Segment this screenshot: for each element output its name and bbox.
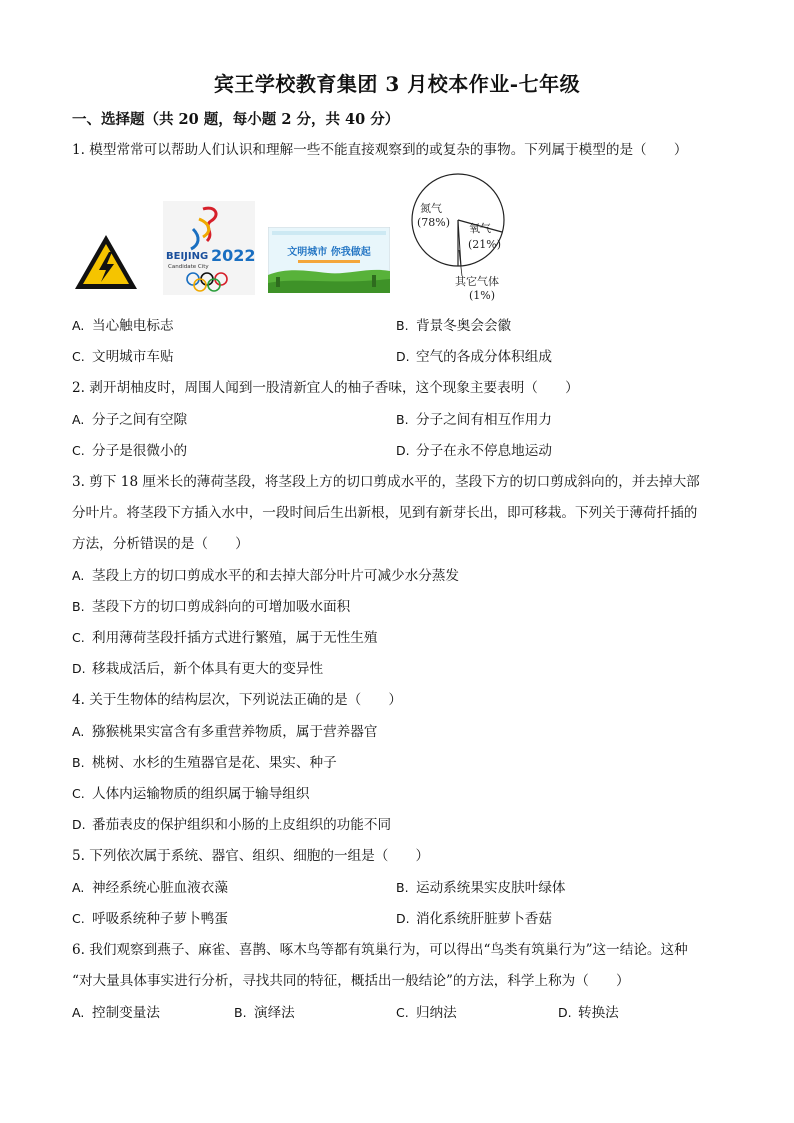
- q1-option-b: B. 背景冬奥会会徽: [396, 318, 512, 334]
- q2-option-d: D. 分子在永不停息地运动: [396, 443, 552, 459]
- civilized-city-poster: [268, 227, 390, 293]
- q2-stem: 2. 剥开胡柚皮时，周围人闻到一股清新宜人的柚子香味，这个现象主要表明（ ）: [72, 380, 579, 396]
- q3-option-d: D. 移栽成活后，新个体具有更大的变异性: [72, 661, 324, 677]
- q5-option-b: B. 运动系统果实皮肤叶绿体: [396, 880, 566, 896]
- q1-stem: 1. 模型常常可以帮助人们认识和理解一些不能直接观察到的或复杂的事物。下列属于模型的是（ ）: [72, 142, 688, 158]
- air-composition-pie: [392, 170, 522, 304]
- q6-option-a: A. 控制变量法: [72, 1005, 160, 1021]
- q5-option-a: A. 神经系统心脏血液衣藻: [72, 880, 228, 896]
- q3-option-a: A. 茎段上方的切口剪成水平的和去掉大部分叶片可减少水分蒸发: [72, 568, 460, 584]
- q4-option-b: B. 桃树、水杉的生殖器官是花、果实、种子: [72, 755, 337, 771]
- section-heading: 一、选择题（共 20 题，每小题 2 分，共 40 分）: [72, 111, 400, 128]
- page-title: 宾王学校教育集团 3 月校本作业-七年级: [213, 72, 581, 96]
- q2-option-b: B. 分子之间有相互作用力: [396, 412, 552, 428]
- pie-o2-label: 氧气: [469, 222, 491, 235]
- q6-option-b: B. 演绎法: [234, 1005, 295, 1021]
- q4-stem: 4. 关于生物体的结构层次，下列说法正确的是（ ）: [72, 692, 402, 708]
- olympic-text: BEIJING: [166, 251, 209, 262]
- q1-option-a: A. 当心触电标志: [72, 318, 174, 334]
- pie-n2-pct: (78%): [417, 216, 451, 229]
- olympic-year: 2022: [211, 246, 255, 265]
- q6-stem-line-2: “对大量具体事实进行分析，寻找共同的特征，概括出一般结论”的方法，科学上称为（ ）: [72, 973, 630, 989]
- pie-other-pct: (1%): [469, 289, 496, 302]
- q5-stem: 5. 下列依次属于系统、器官、组织、细胞的一组是（ ）: [72, 848, 430, 864]
- q6-stem-line-1: 6. 我们观察到燕子、麻雀、喜鹊、啄木鸟等都有筑巢行为，可以得出“鸟类有筑巢行为”这一结论。这种: [72, 942, 688, 958]
- q6-option-c: C. 归纳法: [396, 1005, 457, 1021]
- beijing-2022-logo: [163, 201, 255, 295]
- q1-option-c: C. 文明城市车贴: [72, 349, 174, 365]
- electric-warning-icon: [72, 232, 140, 292]
- pie-n2-label: 氮气: [420, 202, 442, 215]
- q3-stem-line-3: 方法，分析错误的是（ ）: [72, 536, 249, 552]
- q3-stem-line-1: 3. 剪下 18 厘米长的薄荷茎段，将茎段上方的切口剪成水平的，茎段下方的切口剪成斜向的，并去掉大部: [72, 474, 700, 490]
- q4-option-c: C. 人体内运输物质的组织属于输导组织: [72, 786, 310, 802]
- pie-o2-pct: (21%): [468, 238, 502, 251]
- olympic-sub: Candidate City: [168, 264, 209, 270]
- poster-text: 文明城市 你我做起: [287, 247, 371, 258]
- q5-option-d: D. 消化系统肝脏萝卜香菇: [396, 911, 552, 927]
- q2-option-a: A. 分子之间有空隙: [72, 412, 188, 428]
- pie-other-label: 其它气体: [455, 275, 499, 288]
- q3-stem-line-2: 分叶片。将茎段下方插入水中，一段时间后生出新根，见到有新芽长出，即可移栽。下列关于薄荷扦插的: [72, 505, 698, 521]
- q5-option-c: C. 呼吸系统种子萝卜鸭蛋: [72, 911, 228, 927]
- q3-option-b: B. 茎段下方的切口剪成斜向的可增加吸水面积: [72, 599, 351, 615]
- q1-option-d: D. 空气的各成分体积组成: [396, 349, 552, 365]
- q4-option-d: D. 番茄表皮的保护组织和小肠的上皮组织的功能不同: [72, 817, 392, 833]
- q2-option-c: C. 分子是很微小的: [72, 443, 188, 459]
- q6-option-d: D. 转换法: [558, 1005, 619, 1021]
- q3-option-c: C. 利用薄荷茎段扦插方式进行繁殖，属于无性生殖: [72, 630, 378, 646]
- q4-option-a: A. 猕猴桃果实富含有多重营养物质，属于营养器官: [72, 724, 378, 740]
